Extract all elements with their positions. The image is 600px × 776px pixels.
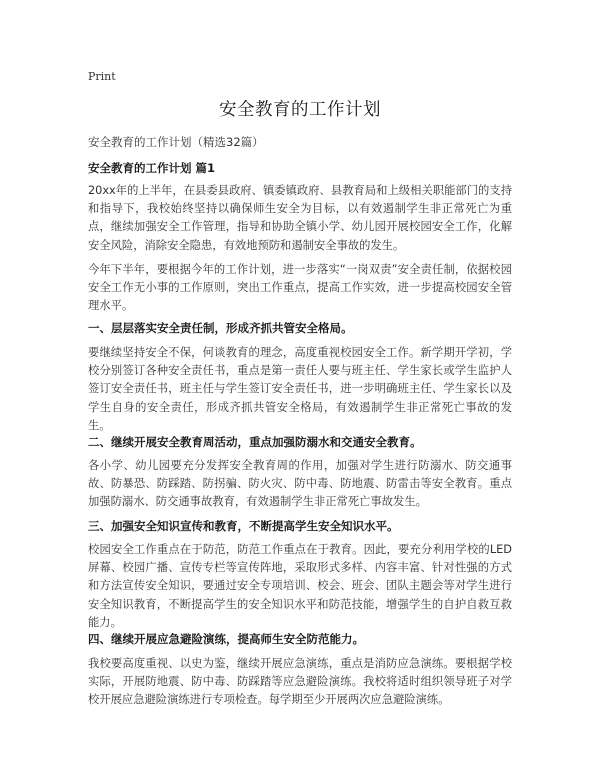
document-title: 安全教育的工作计划 <box>219 100 381 120</box>
heading-4: 四、继续开展应急避险演练，提高师生安全防范能力。 <box>88 632 364 646</box>
heading-3: 三、加强安全知识宣传和教育，不断提高学生安全知识水平。 <box>88 519 399 533</box>
section-2-paragraph: 各小学、幼儿园要充分发挥安全教育周的作用，加强对学生进行防溺水、防交通事故、防暴恐、防踩踏、防拐骗、防火灾、防中毒、防地震、防雷击等安全教育。重点加强防溺水、防交通事故教育，有效遏制学生非正常死亡事故发生。 <box>88 459 512 509</box>
heading-2: 二、继续开展安全教育周活动，重点加强防溺水和交通安全教育。 <box>88 435 422 449</box>
section-1-paragraph: 要继续坚持安全不保，何谈教育的理念，高度重视校园安全工作。新学期开学初，学校分别签订各种安全责任书，重点是第一责任人要与班主任、学生家长或学生监护人签订安全责任书，班主任与学生签订安全责任书，进一步明确班主任、学生家长以及学生自身的安全责任，形成齐抓共管安全格局，有效遏制学生非正常死亡事故的发生。 <box>88 346 512 432</box>
heading-1: 一、层层落实安全责任制，形成齐抓共管安全格局。 <box>88 321 353 335</box>
document-subtitle: 安全教育的工作计划（精选32篇） <box>88 135 264 149</box>
intro-paragraph-1: 20xx年的上半年，在县委县政府、镇委镇政府、县教育局和上级相关职能部门的支持和指导下，我校始终坚持以确保师生安全为目标，以有效遏制学生非正常死亡为重点，继续加强安全工作管理，指导和协助全镇小学、幼儿园开展校园安全工作，化解安全风险，消除安全隐患，有效地预防和遏制安全事故的发生。 <box>88 184 512 252</box>
print-label[interactable]: Print <box>88 70 116 83</box>
section-4-paragraph: 我校要高度重视、以史为鉴，继续开展应急演练，重点是消防应急演练。要根据学校实际，开展防地震、防中毒、防踩踏等应急避险演练。我校将适时组织领导班子对学校开展应急避险演练进行专项检查。每学期至少开展两次应急避险演练。 <box>88 657 512 707</box>
section-heading: 安全教育的工作计划 篇1 <box>88 161 216 175</box>
section-3-paragraph: 校园安全工作重点在于防范，防范工作重点在于教育。因此，要充分利用学校的LED屏幕、校园广播、宣传专栏等宣传阵地，采取形式多样、内容丰富、针对性强的方式和方法宣传安全知识，要通过安全专项培训、校会、班会、团队主题会等对学生进行安全知识教育，不断提高学生的安全知识水平和防范技能，增强学生的自护自救互救能力。 <box>88 543 512 629</box>
intro-paragraph-2: 今年下半年，要根据今年的工作计划，进一步落实“一岗双责”安全责任制，依据校园安全工作无小事的工作原则，突出工作重点，提高工作实效，进一步提高校园安全管理水平。 <box>88 263 512 313</box>
